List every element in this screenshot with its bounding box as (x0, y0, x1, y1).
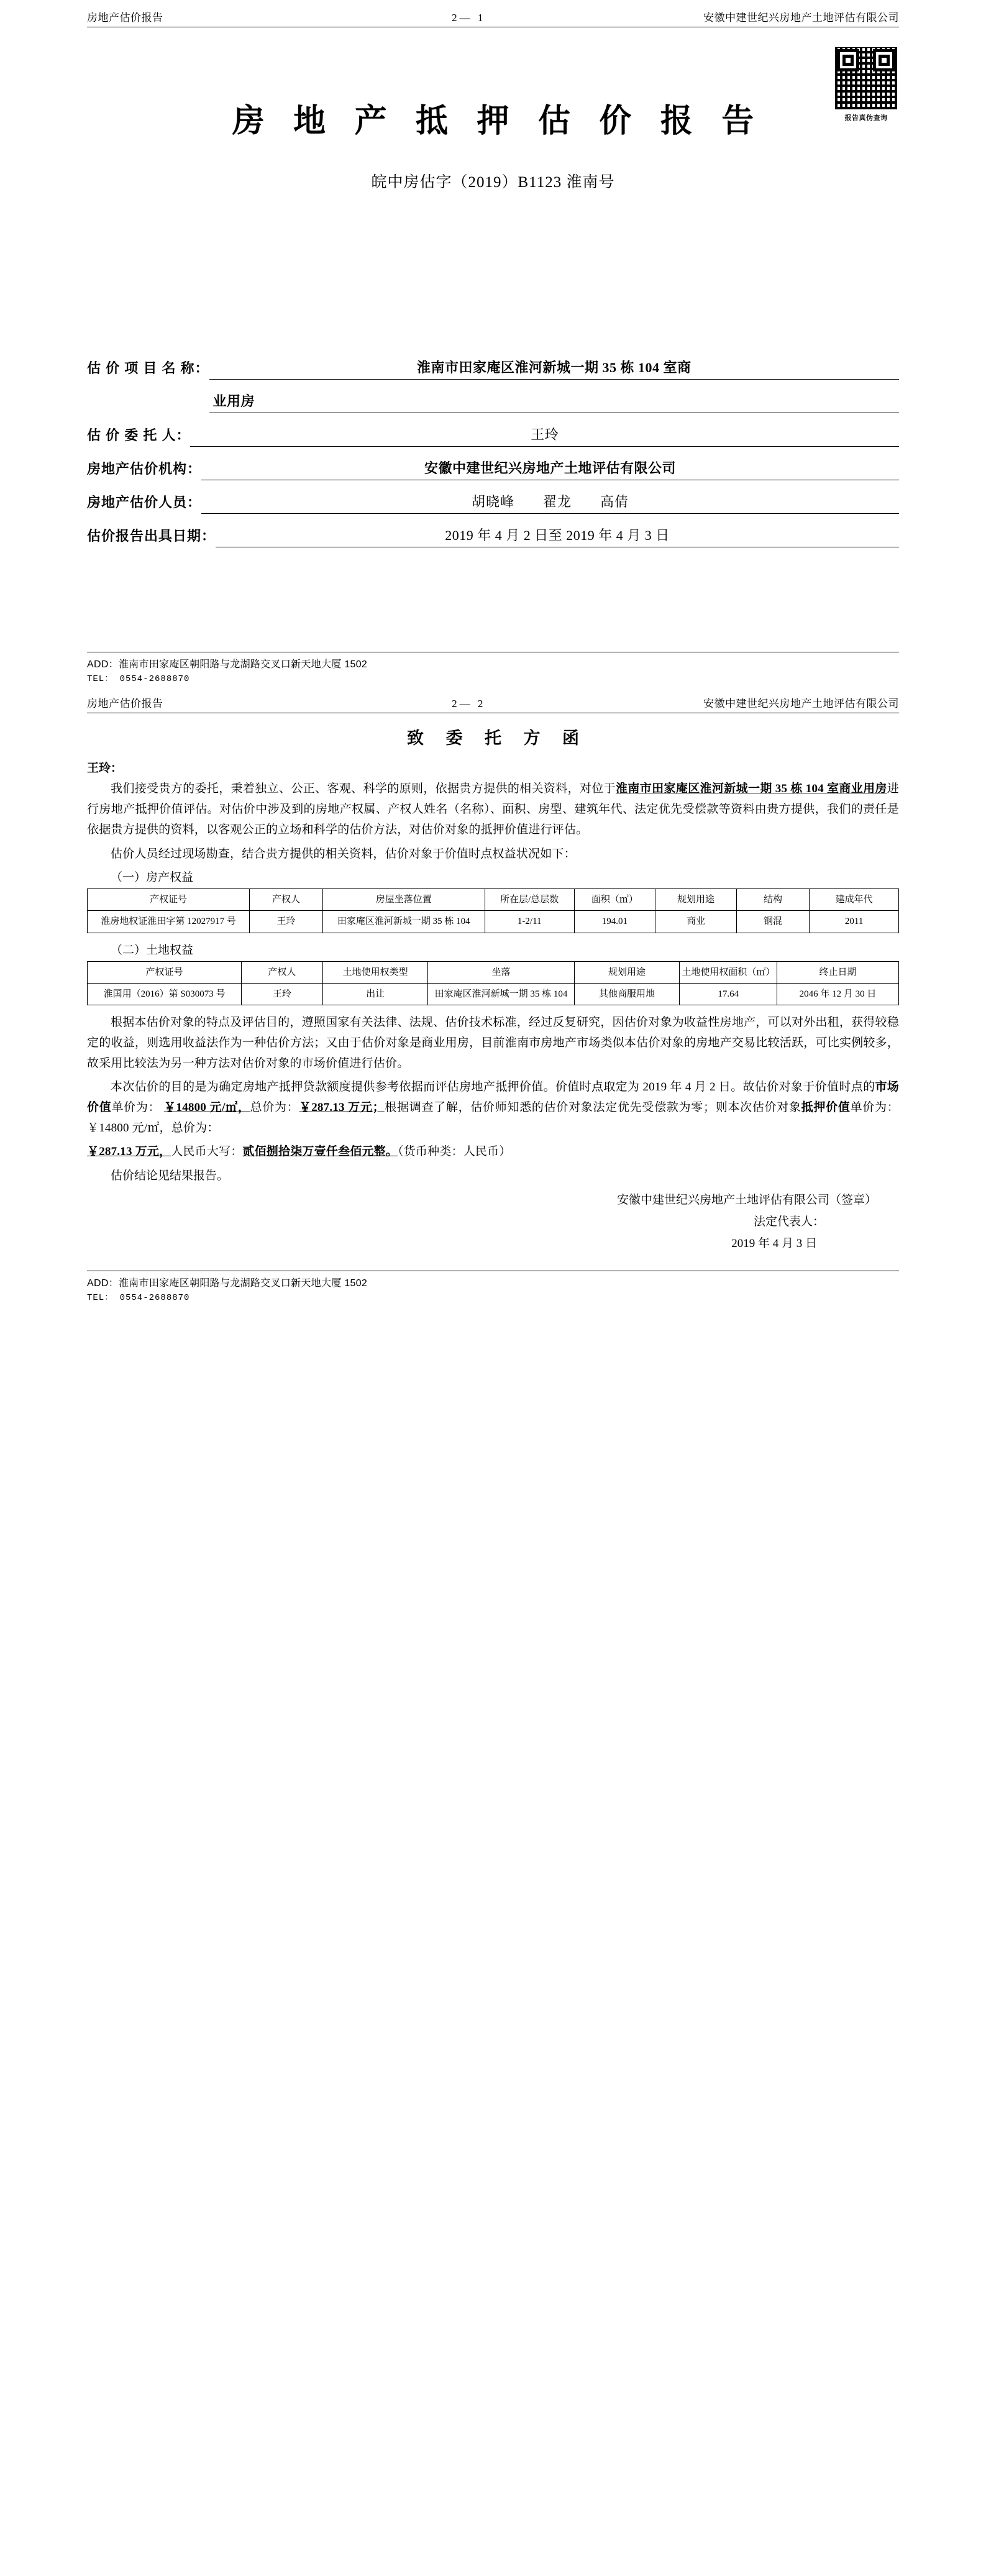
field-label: 估 价 委 托 人： (87, 427, 191, 443)
field-value: 2019 年 4 月 2 日至 2019 年 4 月 3 日 (216, 525, 899, 547)
qr-code-icon (834, 46, 898, 111)
qr-code-block (833, 46, 899, 122)
letter-title: 致 委 托 方 函 (406, 729, 588, 748)
paragraph-valuation (87, 1077, 899, 1138)
letter-running-footer (87, 1271, 899, 1305)
table-row (88, 911, 899, 933)
paragraph-engagement-part1: 我们接受贵方的委托，秉着独立、公正、客观、科学的原则，依据贵方提供的相关资料，对位于 (111, 782, 616, 796)
table-header-cell: 建成年代 (810, 889, 899, 911)
valuation-text-part3: 根据调查了解，估价师知悉的估价对象法定优先受偿款为零；则本次估价对象 (384, 1100, 801, 1114)
table-header-row (88, 889, 899, 911)
field-appraisal-agency (87, 458, 899, 480)
valuation-text-part4: 单价为：￥14800 元/㎡，总价为： (87, 1100, 899, 1135)
section-title-property-rights: （一）房产权益 (111, 871, 194, 885)
rmb-words-label: 人民币大写： (171, 1145, 243, 1159)
currency-note: （货币种类：人民币） (398, 1145, 511, 1159)
property-rights-table (87, 888, 899, 933)
table-header-cell: 规划用途 (655, 889, 737, 911)
section-title-land-rights: （二）土地权益 (111, 943, 194, 957)
rmb-words-value: 贰佰捌拾柒万壹仟叁佰元整。 (242, 1145, 398, 1159)
field-value: 王玲 (190, 424, 899, 447)
table-header-cell: 所在层/总层数 (485, 889, 574, 911)
field-label: 房地产估价人员： (87, 495, 202, 510)
table-row (88, 983, 899, 1005)
paragraph-amount-in-words (87, 1142, 899, 1162)
cover-running-footer (87, 652, 899, 686)
table-cell: 田家庵区淮河新城一期 35 栋 104 (322, 911, 485, 933)
table-cell: 其他商服用地 (574, 983, 680, 1005)
valuation-text-part1: 本次估价的目的是为确定房地产抵押贷款额度提供参考依据而评估房地产抵押价值。价值时点取定为 2019 年 4 月 2 日。故估价对象于价值时点的 (111, 1080, 875, 1094)
header-company-name: 安徽中建世纪兴房地产土地评估有限公司 (703, 698, 899, 710)
letter-salutation: 王玲： (87, 762, 123, 775)
cover-spacer (87, 559, 899, 652)
header-left-text: 房地产估价报告 (87, 698, 163, 710)
table-cell: 2011 (810, 911, 899, 933)
table-cell: 出让 (322, 983, 428, 1005)
table-cell: 淮房地权证淮田字第 12027917 号 (88, 911, 250, 933)
table-header-cell: 结构 (736, 889, 810, 911)
table-header-cell: 坐落 (428, 961, 574, 983)
field-project-name (87, 357, 899, 380)
field-label: 房地产估价机构： (87, 461, 202, 477)
footer-address: ADD：淮南市田家庵区朝阳路与龙湖路交叉口新天地大厦 1502 (87, 659, 368, 670)
signature-company: 安徽中建世纪兴房地产土地评估有限公司（签章） (616, 1193, 877, 1207)
footer-address: ADD：淮南市田家庵区朝阳路与龙湖路交叉口新天地大厦 1502 (87, 1278, 368, 1289)
field-value: 胡晓峰 翟龙 高倩 (201, 491, 899, 514)
table-cell: 田家庵区淮河新城一期 35 栋 104 (428, 983, 574, 1005)
table-cell: 商业 (655, 911, 737, 933)
table-header-cell: 规划用途 (574, 961, 680, 983)
table-header-cell: 房屋坐落位置 (322, 889, 485, 911)
signature-block (87, 1189, 899, 1254)
footer-telephone: TEL： 0554-2688870 (87, 674, 190, 684)
land-rights-table (87, 961, 899, 1006)
table-header-cell: 终止日期 (777, 961, 899, 983)
footer-telephone: TEL： 0554-2688870 (87, 1293, 190, 1304)
unit-price-value: ￥14800 元/㎡， (163, 1100, 250, 1114)
table-header-cell: 产权证号 (88, 889, 250, 911)
total-price-label: 总价为： (250, 1100, 299, 1114)
table-cell: 王玲 (242, 983, 323, 1005)
table-cell: 2046 年 12 月 30 日 (777, 983, 899, 1005)
field-value: 安徽中建世纪兴房地产土地评估有限公司 (201, 458, 899, 480)
total-price-value: ￥287.13 万元； (299, 1100, 385, 1114)
table-cell: 钢混 (736, 911, 810, 933)
letter-sheet (0, 686, 986, 1305)
property-address-emphasis: 淮南市田家庵区淮河新城一期 35 栋 104 室商业用房 (616, 782, 887, 796)
qr-code-label: 报告真伪查询 (844, 114, 888, 122)
paragraph-conclusion: 估价结论见结果报告。 (111, 1169, 229, 1182)
field-issue-date (87, 525, 899, 547)
field-value: 业用房 (209, 391, 899, 413)
page-title: 房 地 产 抵 押 估 价 报 告 (232, 103, 764, 139)
cover-sheet (0, 0, 986, 686)
cover-running-header (87, 0, 899, 27)
paragraph-survey: 估价人员经过现场勘查，结合贵方提供的相关资料，估价对象于价值时点权益状况如下： (111, 847, 576, 861)
mortgage-total-value: ￥287.13 万元， (87, 1145, 171, 1159)
table-header-cell: 产权人 (250, 889, 323, 911)
letter-spacer (87, 1254, 899, 1271)
signature-date: 2019 年 4 月 3 日 (731, 1237, 817, 1251)
field-client (87, 424, 899, 447)
paragraph-engagement-part2: 进行房地产抵押价值评估。对估价中涉及到的房地产权属、产权人姓名（名称）、面积、房型、建筑年代、法定优先受偿款等资料由贵方提供，我们的责任是依据贵方提供的资料，以客观公正的立场和科学的估价方法，对估价对象的抵押价值进行评估。 (87, 782, 899, 836)
table-cell: 17.64 (680, 983, 777, 1005)
header-page-number: 2— 2 (452, 698, 486, 710)
signature-legal-representative: 法定代表人： (753, 1215, 824, 1229)
letter-running-header (87, 686, 899, 713)
paragraph-methodology: 根据本估价对象的特点及评估目的，遵照国家有关法律、法规、估价技术标准，经过反复研究，因估价对象为收益性房地产，可以对外出租，获得较稳定的收益，则选用收益法作为一种估价方法；又由于估价对象是商业用房，目前淮南市房地产市场类似本估价对象的房地产交易比较活跃，可比实例较多，故采用比较法为另一种方法对估价对象的市场价值进行估价。 (87, 1016, 899, 1070)
field-label: 估价报告出具日期： (87, 528, 216, 544)
table-header-cell: 土地使用权类型 (322, 961, 428, 983)
mortgage-value-emphasis: 抵押价值 (801, 1100, 851, 1114)
document-number: 皖中房估字（2019）B1123 淮南号 (371, 174, 615, 191)
paragraph-engagement (87, 779, 899, 840)
field-project-name-line2 (87, 391, 899, 413)
header-left-text: 房地产估价报告 (87, 12, 163, 24)
table-header-cell: 面积（㎡） (574, 889, 655, 911)
table-cell: 1-2/11 (485, 911, 574, 933)
table-header-cell: 土地使用权面积（㎡） (680, 961, 777, 983)
field-label: 估 价 项 目 名 称： (87, 360, 209, 376)
header-page-number: 2— 1 (452, 12, 486, 24)
market-value-emphasis: 市场价值 (87, 1080, 899, 1114)
field-value: 淮南市田家庵区淮河新城一期 35 栋 104 室商 (209, 357, 899, 380)
field-appraisers (87, 491, 899, 514)
table-header-row (88, 961, 899, 983)
table-cell: 194.01 (574, 911, 655, 933)
table-header-cell: 产权证号 (88, 961, 242, 983)
header-company-name: 安徽中建世纪兴房地产土地评估有限公司 (703, 12, 899, 24)
table-cell: 淮国用（2016）第 S030073 号 (88, 983, 242, 1005)
cover-field-list (87, 357, 899, 547)
table-header-cell: 产权人 (242, 961, 323, 983)
table-cell: 王玲 (250, 911, 323, 933)
valuation-text-part2: 单价为： (111, 1100, 161, 1114)
